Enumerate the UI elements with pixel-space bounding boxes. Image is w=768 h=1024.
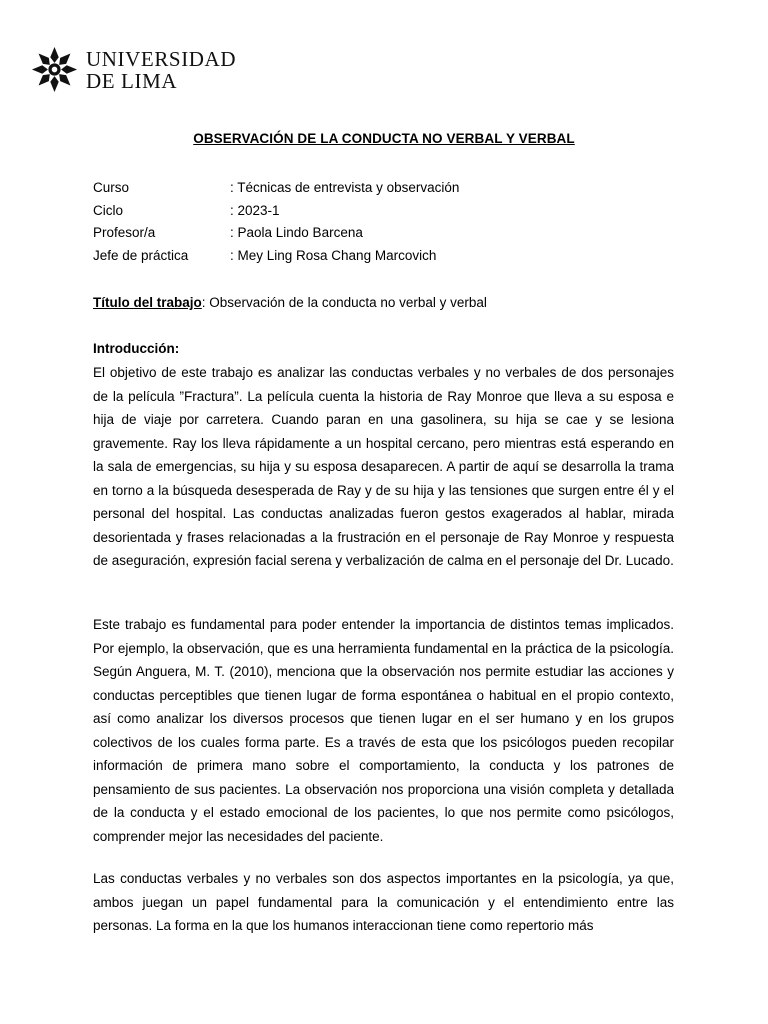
info-value: : 2023-1 [230, 202, 280, 218]
course-info [93, 177, 459, 268]
info-row [93, 200, 459, 223]
logo-wordmark [86, 48, 236, 92]
work-title [93, 292, 487, 314]
info-row [93, 245, 459, 268]
logo-line-1: UNIVERSIDAD [86, 47, 237, 71]
info-row [93, 222, 459, 245]
paragraph-container [93, 867, 674, 937]
star-emblem-icon [31, 46, 78, 93]
university-logo [31, 44, 251, 96]
paragraph: El objetivo de este trabajo es analizar las conductas verbales y no verbales de dos personajes de la película ”Fractura”. La película cuenta la historia de Ray Monroe que lleva a su esposa e hija de viaje por carretera. Cuando paran en una gasolinera, su hija se cae y se lesiona gravemente. Ray los lleva rápidamente a un hospital cercano, pero mientras está esperando en la sala de emergencias, su hija y su esposa desaparecen. A partir de aquí se desarrolla la trama en torno a la búsqueda desesperada de Ray y de su hija y las tensiones que surgen entre él y el personal del hospital. Las conductas analizadas fueron gestos exagerados al hablar, mirada desorientada y frases relacionadas a la frustración en el personaje de Ray Monroe y respuesta de aseguración, expresión facial serena y verbalización de calma en el personaje del Dr. Lucado. [93, 365, 674, 568]
paragraph: Este trabajo es fundamental para poder entender la importancia de distintos temas implicados. Por ejemplo, la observación, que es una herramienta fundamental en la práctica de la psicología. Según Anguera, M. T. (2010), menciona que la observación nos permite estudiar las acciones y conductas perceptibles que tienen lugar de forma espontánea o habitual en el propio contexto, así como analizar los diversos procesos que tienen lugar en el ser humano y en los grupos colectivos de los cuales forma parte. Es a través de esta que los psicólogos pueden recopilar información de primera mano sobre el comportamiento, la conducta y los patrones de pensamiento de sus pacientes. La observación nos proporciona una visión completa y detallada de la conducta y el estado emocional de los pacientes, lo que nos permite como psicólogos, comprender mejor las necesidades del paciente. [93, 617, 674, 844]
document-title: OBSERVACIÓN DE LA CONDUCTA NO VERBAL Y VERBAL [193, 131, 575, 146]
logo-line-2: DE LIMA [86, 69, 178, 93]
info-value: : Técnicas de entrevista y observación [230, 180, 460, 195]
intro-heading: Introducción: [93, 341, 180, 356]
info-label: Profesor/a [93, 225, 156, 241]
work-title-label: Título del trabajo [93, 295, 202, 310]
info-label: Ciclo [93, 202, 124, 218]
info-label: Curso [93, 180, 130, 195]
work-title-value: : Observación de la conducta no verbal y verbal [201, 295, 487, 310]
info-row [93, 177, 459, 200]
paragraph: Las conductas verbales y no verbales son dos aspectos importantes en la psicología, ya que, ambos juegan un papel fundamental para la comunicación y el entendimiento entre las personas. La forma en la que los humanos interaccionan tiene como repertorio más [93, 871, 674, 933]
info-value: : Paola Lindo Barcena [230, 225, 363, 241]
info-value: : Mey Ling Rosa Chang Marcovich [230, 248, 437, 264]
info-label: Jefe de práctica [93, 248, 189, 264]
